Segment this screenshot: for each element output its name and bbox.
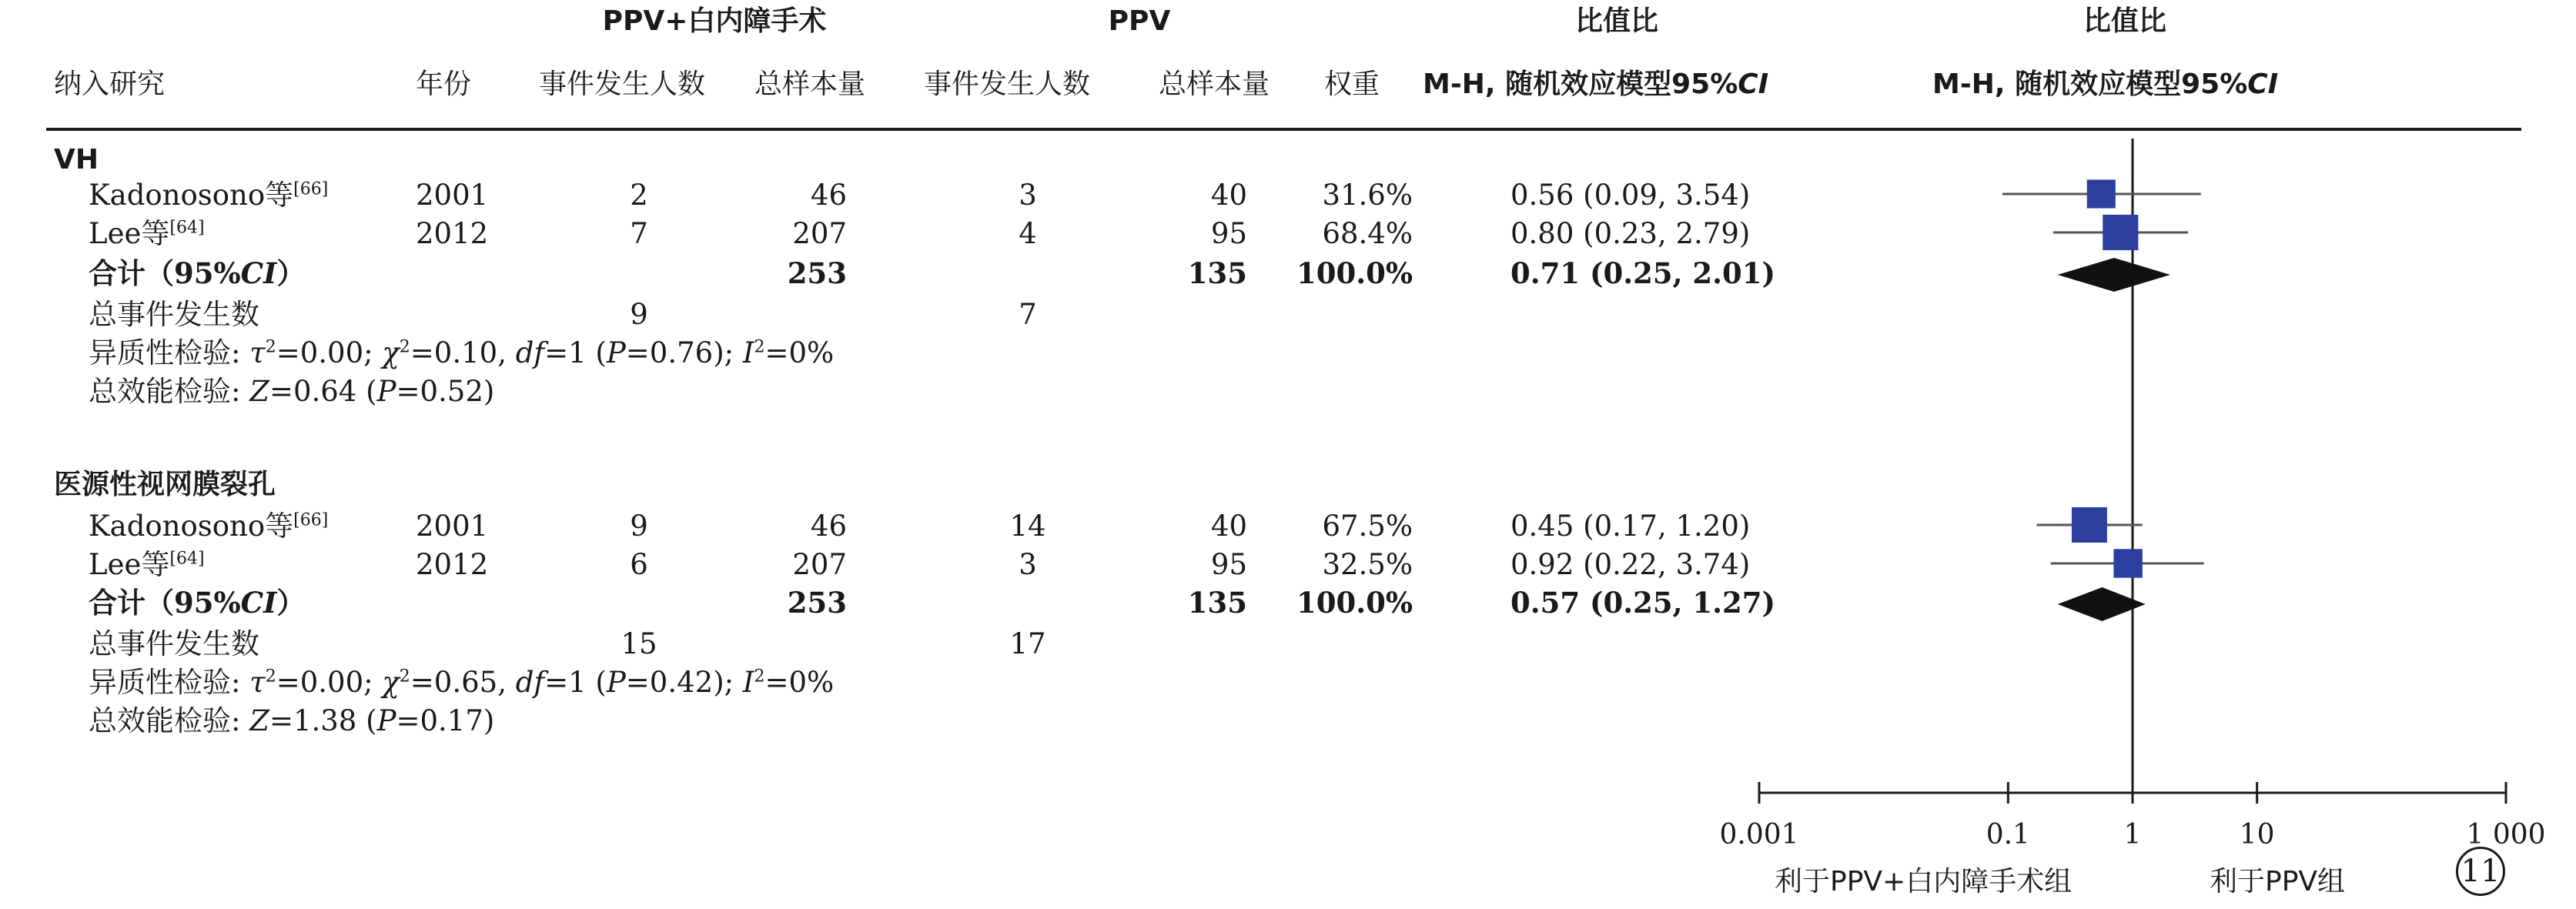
total2-cell: 95 xyxy=(1210,217,1247,250)
events2-cell: 4 xyxy=(1019,217,1037,250)
subtotal-weight: 100.0% xyxy=(1296,256,1413,290)
study-column-header: 纳入研究 xyxy=(54,69,166,100)
or-header-left: 比值比 xyxy=(1574,5,1658,37)
group2-header: PPV xyxy=(1108,5,1171,37)
events-label: 总事件发生数 xyxy=(89,627,259,660)
study-marker xyxy=(2087,179,2116,208)
subtotal-weight: 100.0% xyxy=(1296,586,1413,620)
total1-cell: 46 xyxy=(810,179,847,212)
favours-right-label: 利于PPV组 xyxy=(2210,866,2346,897)
events2-column-header: 事件发生人数 xyxy=(924,69,1091,100)
or-header-right: 比值比 xyxy=(2083,5,2166,37)
events2-cell: 3 xyxy=(1019,548,1037,581)
events2-cell: 14 xyxy=(1009,510,1046,543)
x-axis-tick-label: 10 xyxy=(2239,819,2275,851)
total2-cell: 40 xyxy=(1210,179,1247,212)
study-marker xyxy=(2072,507,2107,543)
events2-cell: 3 xyxy=(1019,179,1037,212)
method-header-right: M-H, 随机效应模型95%CI xyxy=(1932,69,2279,100)
x-axis-tick-label: 1 000 xyxy=(2466,819,2546,851)
subtotal-label: 合计（95%CI） xyxy=(89,586,306,620)
subtotal-n1: 253 xyxy=(787,586,847,620)
events1-cell: 6 xyxy=(630,548,648,581)
pooled-diamond xyxy=(2058,258,2170,292)
subtotal-label: 合计（95%CI） xyxy=(89,256,306,290)
study-name: Lee等[64] xyxy=(89,217,205,250)
year-column-header: 年份 xyxy=(416,69,472,100)
events-total2: 17 xyxy=(1009,627,1046,660)
or-ci-cell: 0.56 (0.09, 3.54) xyxy=(1510,179,1751,212)
study-name: Kadonosono等[66] xyxy=(89,510,329,543)
group-title: 医源性视网膜裂孔 xyxy=(54,469,276,500)
total1-cell: 46 xyxy=(810,510,847,543)
total1-column-header: 总样本量 xyxy=(754,69,866,100)
page-badge: 11 xyxy=(2456,847,2505,896)
total1-cell: 207 xyxy=(792,217,847,250)
overall-effect-text: 总效能检验: Z=1.38 (P=0.17) xyxy=(89,704,495,737)
method-header-left: M-H, 随机效应模型95%CI xyxy=(1423,69,1769,100)
or-ci-cell: 0.80 (0.23, 2.79) xyxy=(1510,217,1751,250)
events-total2: 7 xyxy=(1019,298,1037,331)
events1-cell: 7 xyxy=(630,217,648,250)
favours-left-label: 利于PPV+白内障手术组 xyxy=(1775,866,2073,897)
weight-cell: 67.5% xyxy=(1322,510,1413,543)
events1-cell: 9 xyxy=(630,510,648,543)
study-marker xyxy=(2113,549,2142,577)
total2-cell: 95 xyxy=(1210,548,1247,581)
group1-header: PPV+白内障手术 xyxy=(602,5,827,37)
subtotal-or: 0.57 (0.25, 1.27) xyxy=(1510,586,1776,620)
study-name: Kadonosono等[66] xyxy=(89,179,329,212)
study-marker xyxy=(2103,215,2138,250)
overall-effect-text: 总效能检验: Z=0.64 (P=0.52) xyxy=(89,375,495,408)
study-name: Lee等[64] xyxy=(89,548,205,581)
total2-column-header: 总样本量 xyxy=(1159,69,1270,100)
subtotal-n1: 253 xyxy=(787,256,847,290)
or-ci-cell: 0.92 (0.22, 3.74) xyxy=(1510,548,1751,581)
events1-cell: 2 xyxy=(630,179,648,212)
x-axis-tick-label: 1 xyxy=(2123,819,2142,851)
subtotal-or: 0.71 (0.25, 2.01) xyxy=(1510,256,1776,290)
study-year: 2012 xyxy=(416,548,489,581)
events1-column-header: 事件发生人数 xyxy=(539,69,706,100)
weight-cell: 32.5% xyxy=(1322,548,1413,581)
events-total1: 15 xyxy=(621,627,657,660)
total1-cell: 207 xyxy=(792,548,847,581)
weight-cell: 68.4% xyxy=(1322,217,1413,250)
x-axis-tick-label: 0.1 xyxy=(1986,819,2030,851)
total2-cell: 40 xyxy=(1210,510,1247,543)
events-total1: 9 xyxy=(630,298,648,331)
weight-cell: 31.6% xyxy=(1322,179,1413,212)
subtotal-n2: 135 xyxy=(1187,256,1247,290)
or-ci-cell: 0.45 (0.17, 1.20) xyxy=(1510,510,1751,543)
heterogeneity-text: 异质性检验: $\tau^2=0.00$; $\chi^2=0.65$, df=1 (P=0.42); $I^2=0\%$ xyxy=(89,666,835,699)
weight-column-header: 权重 xyxy=(1324,69,1380,100)
study-year: 2001 xyxy=(416,179,489,212)
x-axis-tick-label: 0.001 xyxy=(1719,819,1799,851)
heterogeneity-text: 异质性检验: $\tau^2=0.00$; $\chi^2=0.10$, df=1 (P=0.76); $I^2=0\%$ xyxy=(89,336,835,369)
subtotal-n2: 135 xyxy=(1187,586,1247,620)
events-label: 总事件发生数 xyxy=(89,298,259,331)
study-year: 2012 xyxy=(416,217,489,250)
study-year: 2001 xyxy=(416,510,489,543)
group-title: VH xyxy=(54,144,99,175)
